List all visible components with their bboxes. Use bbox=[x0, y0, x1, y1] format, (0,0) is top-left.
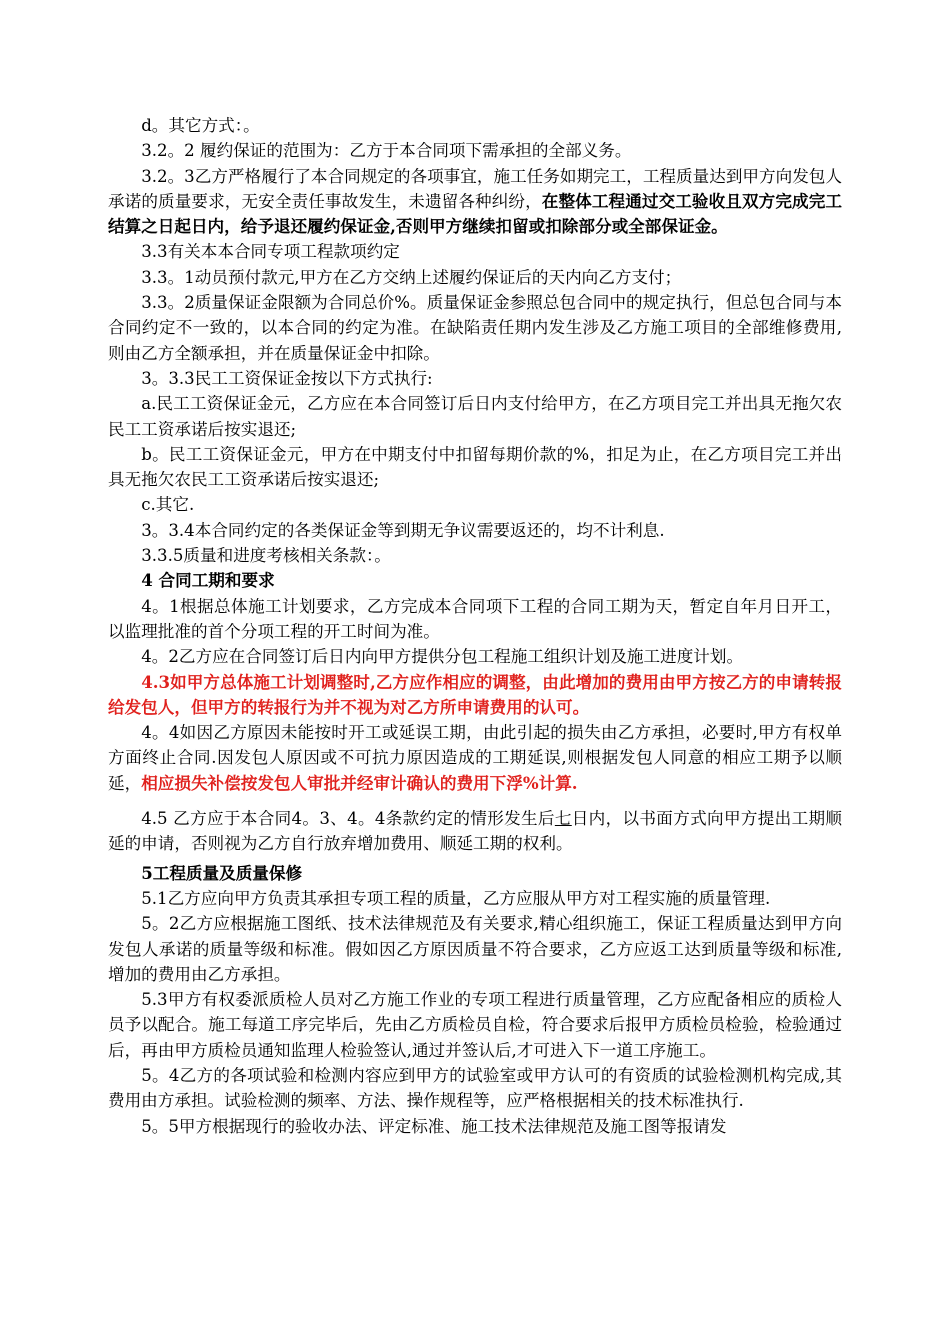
paragraph bbox=[108, 886, 842, 911]
text-segment: 3。3.3民工工资保证金按以下方式执行: bbox=[141, 368, 433, 388]
text-segment: 5。2乙方应根据施工图纸、技术法律规范及有关要求,精心组织施工，保证工程质量达到甲方向发包人承诺的质量等级和标准。假如因乙方原因质量不符合要求，乙方应返工达到质量等级和标准,增加的费用由乙方承担。 bbox=[108, 914, 842, 984]
text-segment: 3.3.5质量和进度考核相关条款：。 bbox=[141, 546, 391, 566]
bold-text: 在整体工程通过交工验收且双方完成完工结算之日起日内，给予退还履约保证金,否则甲方继续扣留或扣除部分或全部保证金。 bbox=[108, 190, 842, 237]
paragraph bbox=[108, 720, 842, 796]
text-segment: b。民工工资保证金元，甲方在中期支付中扣留每期价款的%，扣足为止，在乙方项目完工并出具无拖欠农民工工资承诺后按实退还; bbox=[108, 444, 842, 490]
text-segment: 5。4乙方的各项试验和检测内容应到甲方的试验室或甲方认可的有资质的试验检测机构完成,其费用由方承担。试验检测的频率、方法、操作规程等，应严格根据相关的技术标准执行. bbox=[108, 1065, 842, 1111]
text-segment: a.民工工资保证金元，乙方应在本合同签订后日内支付给甲方，在乙方项目完工并出具无拖欠农民工工资承诺后按实退还; bbox=[108, 394, 842, 439]
text-segment: 5.1乙方应向甲方负责其承担专项工程的质量，乙方应服从甲方对工程实施的质量管理. bbox=[141, 888, 771, 908]
text-segment: 4。2乙方应在合同签订后日内向甲方提供分包工程施工组织计划及施工进度计划。 bbox=[141, 647, 744, 667]
paragraph bbox=[108, 442, 842, 493]
paragraph bbox=[108, 113, 842, 138]
text-segment: 4。4如因乙方原因未能按时开工或延误工期，由此引起的损失由乙方承担，必要时,甲方有权单方面终止合同.因发包人原因或不可抗力原因造成的工期延误,则根据发包人同意的相应工期予以顺延， bbox=[108, 723, 842, 793]
text-segment: c.其它. bbox=[141, 495, 195, 515]
paragraph bbox=[108, 911, 842, 987]
paragraph bbox=[108, 806, 842, 857]
paragraph bbox=[108, 492, 842, 517]
text-segment: 3.2。3乙方严格履行了本合同规定的各项事宜，施工任务如期完工，工程质量达到甲方向发包人承诺的质量要求，无安全责任事故发生，未遗留各种纠纷， bbox=[108, 166, 842, 211]
paragraph bbox=[108, 568, 842, 593]
paragraph bbox=[108, 518, 842, 543]
bold-text: 5工程质量及质量保修 bbox=[141, 862, 303, 883]
text-segment: 日内，以书面方式向甲方提出工期顺延的申请，否则视为乙方自行放弃增加费用、顺延工期的权利。 bbox=[108, 809, 842, 854]
bold-text: 4 合同工期和要求 bbox=[141, 570, 275, 591]
underlined-text: 七 bbox=[554, 809, 572, 829]
text-segment: 5.3甲方有权委派质检人员对乙方施工作业的专项工程进行质量管理，乙方应配备相应的质检人员予以配合。施工每道工序完毕后，先由乙方质检员自检，符合要求后报甲方质检员检验，检验通过后，再由甲方质检员通知监理人检验签认,通过并签认后,才可进入下一道工序施工。 bbox=[108, 990, 842, 1060]
paragraph bbox=[108, 138, 842, 163]
paragraph bbox=[108, 265, 842, 290]
paragraph bbox=[108, 644, 842, 669]
text-segment: 3.3。1动员预付款元,甲方在乙方交纳上述履约保证后的天内向乙方支付； bbox=[141, 267, 682, 287]
paragraph bbox=[108, 290, 842, 366]
paragraph bbox=[108, 670, 842, 721]
text-segment: 4.5 乙方应于本合同4。3、4。4条款约定的情形发生后 bbox=[141, 809, 555, 829]
text-segment: 5。5甲方根据现行的验收办法、评定标准、施工技术法律规范及施工图等报请发 bbox=[141, 1116, 727, 1136]
paragraph bbox=[108, 391, 842, 442]
paragraph bbox=[108, 164, 842, 240]
highlighted-text: 4.3如甲方总体施工计划调整时,乙方应作相应的调整，由此增加的费用由甲方按乙方的申请转报给发包人，但甲方的转报行为并不视为对乙方所申请费用的认可。 bbox=[108, 671, 842, 717]
paragraph bbox=[108, 239, 842, 264]
highlighted-text: 相应损失补偿按发包人审批并经审计确认的费用下浮%计算. bbox=[141, 772, 578, 793]
text-segment: 4。1根据总体施工计划要求，乙方完成本合同项下工程的合同工期为天，暂定自年月日开工，以监理批准的首个分项工程的开工时间为准。 bbox=[108, 596, 842, 641]
paragraph bbox=[108, 861, 842, 886]
paragraph bbox=[108, 594, 842, 645]
text-segment: 3.2。2 履约保证的范围为：乙方于本合同项下需承担的全部义务。 bbox=[141, 141, 632, 161]
text-segment: 3.3有关本本合同专项工程款项约定 bbox=[141, 242, 400, 262]
text-segment: d。其它方式：。 bbox=[141, 116, 260, 135]
paragraph bbox=[108, 543, 842, 568]
text-segment: 3。3.4本合同约定的各类保证金等到期无争议需要返还的，均不计利息. bbox=[141, 520, 665, 540]
paragraph bbox=[108, 1063, 842, 1114]
text-segment: 3.3。2质量保证金限额为合同总价%。质量保证金参照总包合同中的规定执行，但总包合同与本合同约定不一致的，以本合同的约定为准。在缺陷责任期内发生涉及乙方施工项目的全部维修费用,则由乙方全额承担，并在质量保证金中扣除。 bbox=[108, 293, 842, 363]
paragraph bbox=[108, 366, 842, 391]
paragraph bbox=[108, 1114, 842, 1139]
paragraph bbox=[108, 987, 842, 1063]
